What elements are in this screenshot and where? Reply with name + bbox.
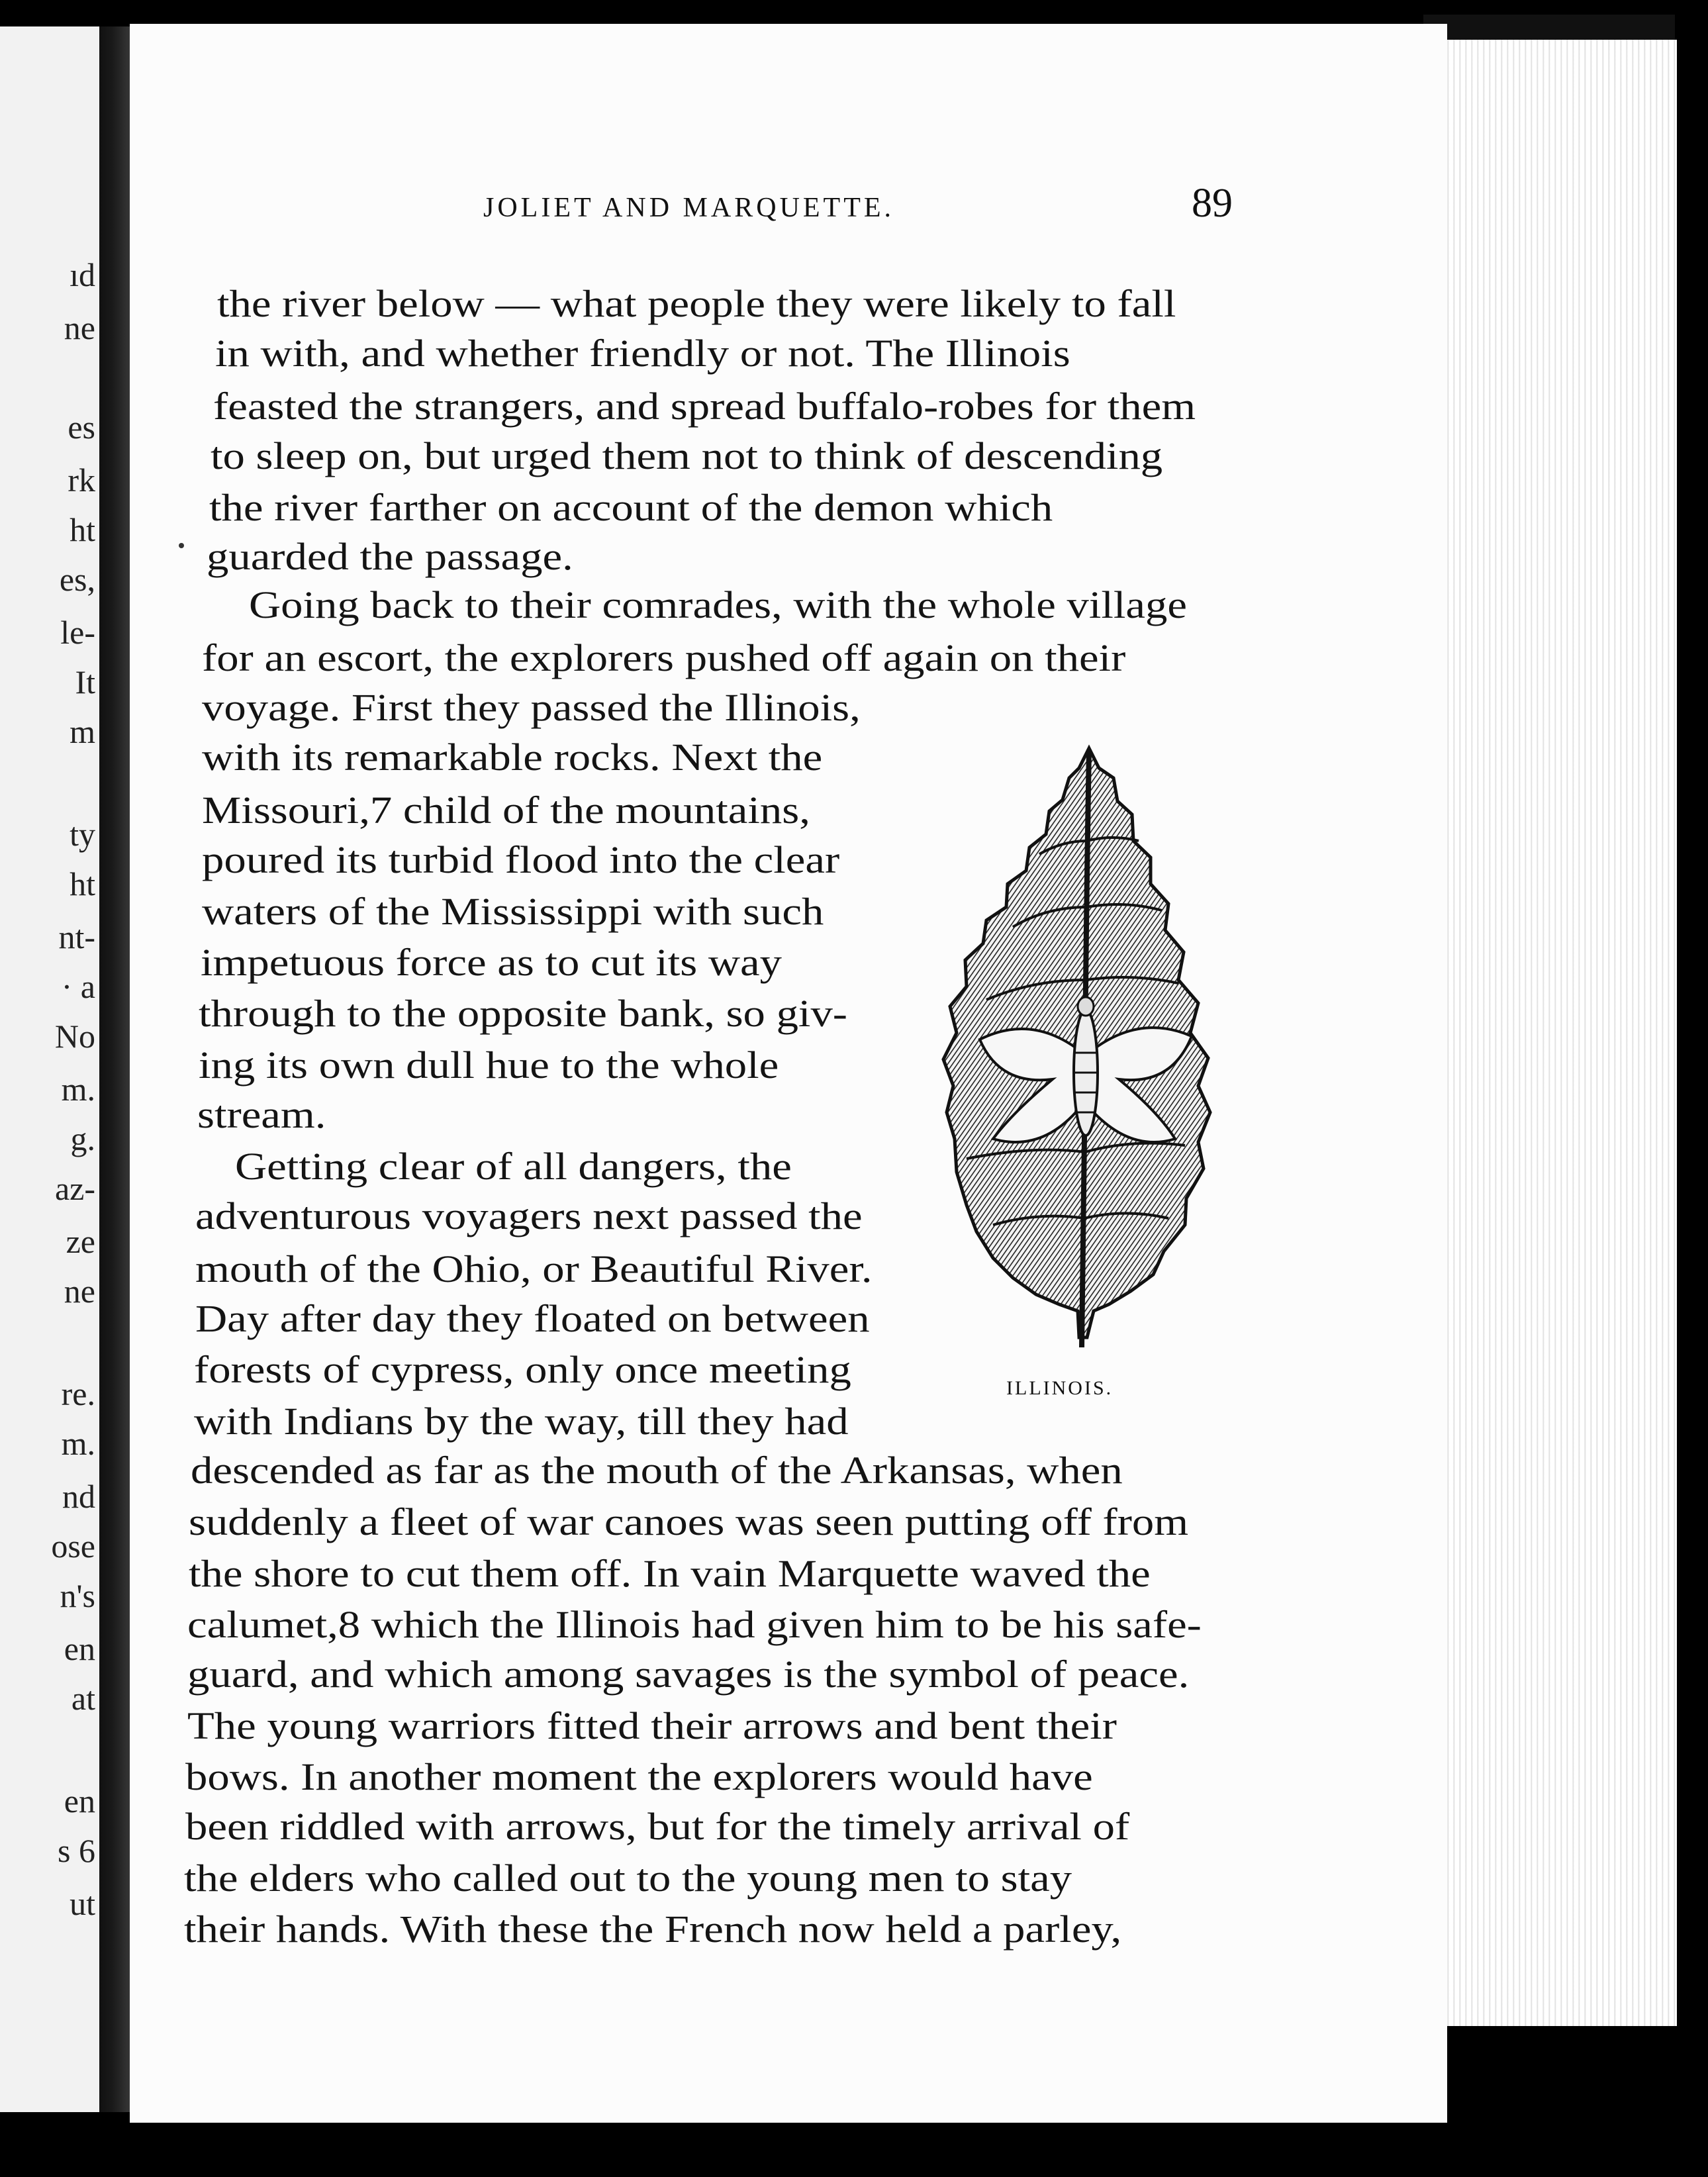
text-line: to sleep on, but urged them not to think of descending [211,434,1163,477]
text-line: adventurous voyagers next passed the [195,1194,863,1237]
facing-page-text-fragment: ty [70,816,95,853]
text-line: with its remarkable rocks. Next the [202,736,823,779]
text-line: guarded the passage. [207,535,573,578]
facing-page-text-fragment: es [68,409,95,446]
facing-page-text-fragment: az- [54,1170,95,1207]
facing-page-text-fragment: n's [60,1577,95,1614]
facing-page-text-fragment: No [54,1018,95,1055]
running-head: JOLIET AND MARQUETTE. [483,193,895,223]
book-page-edges [1423,40,1677,2026]
text-line: ing its own dull hue to the whole [199,1043,779,1087]
facing-page-text-fragment: re. [61,1375,95,1412]
facing-page-text-fragment: m. [61,1071,95,1108]
facing-page-text-fragment: s 6 [58,1832,95,1869]
facing-page-text-fragment: ze [66,1223,95,1260]
facing-page-text-fragment: ıd [70,256,95,293]
text-line: Missouri,7 child of the mountains, [202,789,810,832]
text-line: their hands. With these the French now held a parley, [184,1908,1122,1951]
text-line: Going back to their comrades, with the whole village [249,583,1187,626]
text-line: feasted the strangers, and spread buffalo-robes for them [213,385,1196,428]
leaf-with-moth-engraving-icon [940,742,1218,1357]
page-number: 89 [1192,181,1233,226]
text-line: with Indians by the way, till they had [194,1400,849,1443]
facing-page-text-fragment: en [64,1630,95,1667]
text-line: The young warriors fitted their arrows and bent their [187,1704,1117,1747]
facing-page-text-fragment: ose [51,1527,95,1565]
facing-page-text-fragment: rk [68,461,95,499]
text-line: in with, and whether friendly or not. The Illinois [215,332,1070,375]
book-gutter [99,26,132,2112]
text-line: Getting clear of all dangers, the [235,1145,792,1188]
text-line: the river farther on account of the demon which [209,486,1053,529]
print-speck [179,543,184,548]
facing-page-text-fragment: es, [59,561,95,598]
facing-page-fragment [0,26,99,2112]
text-line: poured its turbid flood into the clear [202,838,840,881]
facing-page-text-fragment: ht [70,865,95,902]
facing-page-text-fragment: m [70,713,95,750]
text-line: voyage. First they passed the Illinois, [202,686,861,729]
text-line: through to the opposite bank, so giv- [199,992,848,1035]
text-line: calumet,8 which the Illinois had given him to be his safe- [187,1603,1202,1646]
facing-page-text-fragment: nd [62,1478,95,1515]
facing-page-text-fragment: ut [70,1885,95,1922]
facing-page-text-fragment: ht [70,511,95,548]
text-line: the river below — what people they were likely to fall [217,282,1176,325]
facing-page-text-fragment: le- [60,614,95,651]
figure-caption: ILLINOIS. [1006,1377,1114,1399]
facing-page-text-fragment: m. [61,1425,95,1462]
text-line: stream. [197,1093,326,1136]
text-line: the elders who called out to the young men to stay [184,1857,1072,1900]
text-line: descended as far as the mouth of the Arkansas, when [191,1449,1123,1492]
text-line: suddenly a fleet of war canoes was seen putting off from [189,1500,1189,1543]
text-line: impetuous force as to cut its way [201,941,783,984]
text-line: for an escort, the explorers pushed off again on their [202,636,1126,679]
text-line: Day after day they floated on between [195,1297,870,1340]
facing-page-text-fragment: It [75,663,95,701]
facing-page-text-fragment: at [71,1680,95,1717]
text-line: been riddled with arrows, but for the timely arrival of [185,1805,1130,1848]
facing-page-text-fragment: g. [70,1120,95,1157]
text-line: mouth of the Ohio, or Beautiful River. [195,1247,873,1290]
facing-page-text-fragment: ne [64,309,95,346]
facing-page-text-fragment: ne [64,1273,95,1310]
facing-page-text-fragment: · a [61,968,95,1005]
facing-page-text-fragment: nt- [58,918,95,955]
text-line: forests of cypress, only once meeting [194,1348,851,1391]
text-line: bows. In another moment the explorers would have [185,1755,1093,1798]
text-line: the shore to cut them off. In vain Marquette waved the [189,1552,1151,1595]
text-line: waters of the Mississippi with such [202,890,824,933]
facing-page-text-fragment: en [64,1782,95,1819]
text-line: guard, and which among savages is the symbol of peace. [187,1653,1190,1696]
